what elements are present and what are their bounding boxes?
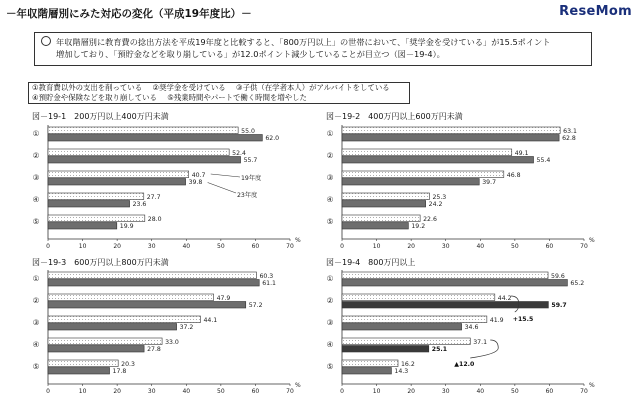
bar-2019 bbox=[342, 193, 429, 200]
x-tick-label: 20 bbox=[407, 243, 415, 250]
bar-2023 bbox=[342, 324, 462, 331]
data-label-2019: 25.3 bbox=[432, 194, 447, 201]
x-tick-label: 60 bbox=[545, 388, 554, 395]
data-label-2019: 20.3 bbox=[121, 361, 135, 368]
data-label-2023: 55.4 bbox=[536, 157, 551, 164]
category-label: ⑤ bbox=[326, 217, 334, 226]
chart-title-3: 図－19-3 600万円以上800万円未満 bbox=[32, 258, 169, 267]
category-label: ④ bbox=[32, 340, 40, 349]
change-label-savings: ▲12.0 bbox=[454, 361, 475, 368]
category-label: ① bbox=[32, 129, 40, 138]
bar-2023 bbox=[48, 324, 177, 331]
data-label-2019: 33.0 bbox=[165, 339, 179, 346]
data-label-2023: 27.8 bbox=[147, 346, 161, 353]
x-tick-label: 30 bbox=[441, 243, 450, 250]
data-label-2023: 14.3 bbox=[394, 368, 409, 375]
bar-2023 bbox=[48, 157, 241, 164]
x-tick-label: 10 bbox=[372, 388, 381, 395]
data-label-2023: 34.6 bbox=[464, 324, 479, 331]
bar-2019 bbox=[342, 360, 398, 367]
bar-2019 bbox=[48, 360, 118, 367]
legend-item-4: ④預貯金や保険などを取り崩している bbox=[32, 93, 157, 102]
x-tick-label: 20 bbox=[113, 243, 121, 250]
category-label: ② bbox=[32, 296, 40, 305]
x-tick-label: 40 bbox=[476, 388, 485, 395]
data-label-2019: 49.1 bbox=[514, 150, 529, 157]
data-label-2019: 27.7 bbox=[146, 194, 161, 201]
bar-2023 bbox=[48, 346, 144, 353]
data-label-2023: 62.0 bbox=[265, 135, 280, 142]
unit-label: % bbox=[295, 382, 301, 389]
bar-2023 bbox=[342, 179, 479, 186]
x-tick-label: 0 bbox=[46, 243, 50, 250]
bar-2019 bbox=[342, 149, 512, 156]
data-label-2019: 55.0 bbox=[241, 128, 255, 135]
bar-2019 bbox=[48, 215, 145, 222]
data-label-2023: 61.1 bbox=[262, 280, 277, 287]
x-tick-label: 60 bbox=[251, 243, 260, 250]
data-label-2023: 24.2 bbox=[428, 201, 443, 208]
x-tick-label: 0 bbox=[340, 243, 344, 250]
data-label-2023: 37.2 bbox=[179, 324, 194, 331]
data-label-2023: 39.8 bbox=[188, 179, 203, 186]
category-label: ③ bbox=[326, 318, 334, 327]
legend-item-2: ②奨学金を受けている bbox=[152, 83, 226, 92]
bar-2019 bbox=[48, 338, 162, 345]
bar-2023 bbox=[48, 223, 117, 230]
bar-2023 bbox=[342, 280, 567, 287]
x-tick-label: 10 bbox=[78, 243, 87, 250]
unit-label: % bbox=[589, 382, 595, 389]
data-label-2019: 22.6 bbox=[423, 216, 437, 223]
legend-item-5: ⑤残業時間やパートで働く時間を増やした bbox=[167, 93, 307, 102]
data-label-2019: 41.9 bbox=[489, 317, 504, 324]
x-tick-label: 40 bbox=[182, 243, 191, 250]
x-tick-label: 20 bbox=[407, 388, 415, 395]
x-tick-label: 50 bbox=[217, 388, 225, 395]
data-label-2023: 62.8 bbox=[562, 135, 576, 142]
data-label-2023: 39.7 bbox=[482, 179, 497, 186]
bar-2019 bbox=[342, 316, 487, 323]
data-label-2019: 44.1 bbox=[203, 317, 218, 324]
legend-item-1: ①教育費以外の支出を削っている bbox=[32, 83, 143, 92]
data-label-2023: 59.7 bbox=[551, 302, 567, 309]
bar-2023 bbox=[342, 135, 559, 142]
unit-label: % bbox=[295, 237, 301, 244]
data-label-2023: 19.9 bbox=[119, 223, 134, 230]
category-label: ③ bbox=[32, 318, 40, 327]
category-label: ① bbox=[326, 129, 334, 138]
category-label: ③ bbox=[32, 173, 40, 182]
x-tick-label: 30 bbox=[147, 388, 156, 395]
x-tick-label: 50 bbox=[511, 388, 519, 395]
data-label-2019: 37.1 bbox=[473, 339, 488, 346]
bar-2019 bbox=[342, 171, 504, 178]
chart-title-1: 図－19-1 200万円以上400万円未満 bbox=[32, 112, 169, 121]
bar-2023 bbox=[48, 135, 262, 142]
data-label-2023: 25.1 bbox=[431, 346, 448, 353]
data-label-2023: 55.7 bbox=[243, 157, 258, 164]
data-label-2019: 63.1 bbox=[563, 128, 577, 135]
bar-2019 bbox=[48, 149, 229, 156]
category-label: ② bbox=[326, 296, 334, 305]
annotation-leader bbox=[211, 174, 240, 177]
x-tick-label: 20 bbox=[113, 388, 121, 395]
bar-2023 bbox=[48, 368, 110, 375]
bar-2019 bbox=[48, 272, 256, 279]
x-tick-label: 60 bbox=[251, 388, 260, 395]
data-label-2019: 47.9 bbox=[216, 295, 231, 302]
x-tick-label: 40 bbox=[182, 388, 191, 395]
x-tick-label: 40 bbox=[476, 243, 485, 250]
bar-2019 bbox=[342, 272, 548, 279]
x-tick-label: 50 bbox=[511, 243, 519, 250]
data-label-2023: 57.2 bbox=[248, 302, 263, 309]
data-label-2019: 40.7 bbox=[191, 172, 206, 179]
x-tick-label: 50 bbox=[217, 243, 225, 250]
bar-2019 bbox=[48, 316, 200, 323]
category-label: ② bbox=[326, 151, 334, 160]
annotation-leader bbox=[208, 183, 236, 194]
data-label-2023: 17.8 bbox=[112, 368, 127, 375]
summary-line-2: 増加しており、「預貯金などを取り崩している」が12.0ポイント減少していることが目立つ（図－19-4）。 bbox=[56, 49, 445, 59]
unit-label: % bbox=[589, 237, 595, 244]
x-tick-label: 70 bbox=[580, 388, 588, 395]
x-tick-label: 30 bbox=[147, 243, 156, 250]
bar-2019 bbox=[342, 215, 420, 222]
category-label: ⑤ bbox=[32, 217, 40, 226]
bar-2019 bbox=[342, 338, 470, 345]
data-label-2019: 44.2 bbox=[497, 295, 512, 302]
x-tick-label: 70 bbox=[286, 388, 294, 395]
data-label-2019: 60.3 bbox=[259, 273, 274, 280]
category-label: ⑤ bbox=[32, 362, 40, 371]
annotation-series1: 19年度 bbox=[241, 175, 262, 182]
page-title: －年収階層別にみた対応の変化（平成19年度比）－ bbox=[6, 8, 252, 20]
data-label-2023: 65.2 bbox=[570, 280, 585, 287]
data-label-2019: 59.6 bbox=[551, 273, 565, 280]
bar-2023 bbox=[342, 201, 426, 208]
legend-item-3: ③子供（在学者本人）がアルバイトをしている bbox=[235, 83, 390, 92]
category-label: ④ bbox=[326, 195, 334, 204]
x-tick-label: 10 bbox=[78, 388, 87, 395]
x-tick-label: 10 bbox=[372, 243, 381, 250]
bar-2023 bbox=[48, 280, 259, 287]
category-label: ① bbox=[326, 274, 334, 283]
x-tick-label: 70 bbox=[580, 243, 588, 250]
category-label: ② bbox=[32, 151, 40, 160]
data-label-2023: 19.2 bbox=[411, 223, 426, 230]
brand-logo: ReseMom bbox=[559, 4, 632, 19]
bar-2023 bbox=[342, 302, 548, 309]
x-tick-label: 60 bbox=[545, 243, 554, 250]
bar-2023 bbox=[48, 201, 130, 208]
bar-2019 bbox=[342, 127, 560, 134]
bar-2023 bbox=[48, 302, 246, 309]
bar-2023 bbox=[342, 157, 534, 164]
x-tick-label: 30 bbox=[441, 388, 450, 395]
x-tick-label: 0 bbox=[340, 388, 344, 395]
bar-2019 bbox=[48, 127, 238, 134]
bar-2023 bbox=[342, 346, 429, 353]
category-label: ⑤ bbox=[326, 362, 334, 371]
data-label-2023: 23.6 bbox=[132, 201, 147, 208]
bar-2023 bbox=[342, 368, 391, 375]
category-label: ① bbox=[32, 274, 40, 283]
bar-2023 bbox=[342, 223, 408, 230]
chart-title-4: 図－19-4 800万円以上 bbox=[326, 258, 416, 267]
change-label-scholarship: +15.5 bbox=[512, 316, 534, 323]
data-label-2019: 16.2 bbox=[401, 361, 415, 368]
bar-2023 bbox=[48, 179, 186, 186]
category-label: ④ bbox=[326, 340, 334, 349]
summary-line-1: 年収階層別に教育費の捻出方法を平成19年度と比較すると、「800万円以上」の世帯において、「奨学金を受けている」が15.5ポイント bbox=[56, 37, 551, 47]
bar-2019 bbox=[48, 193, 144, 200]
chart-title-2: 図－19-2 400万円以上600万円未満 bbox=[326, 112, 463, 121]
category-label: ④ bbox=[32, 195, 40, 204]
data-label-2019: 46.8 bbox=[506, 172, 521, 179]
data-label-2019: 28.0 bbox=[147, 216, 162, 223]
data-label-2019: 52.4 bbox=[232, 150, 246, 157]
x-tick-label: 0 bbox=[46, 388, 50, 395]
annotation-series2: 23年度 bbox=[237, 192, 258, 199]
x-tick-label: 70 bbox=[286, 243, 294, 250]
bar-2019 bbox=[48, 171, 189, 178]
category-label: ③ bbox=[326, 173, 334, 182]
bar-2019 bbox=[48, 294, 214, 301]
bar-2019 bbox=[342, 294, 495, 301]
